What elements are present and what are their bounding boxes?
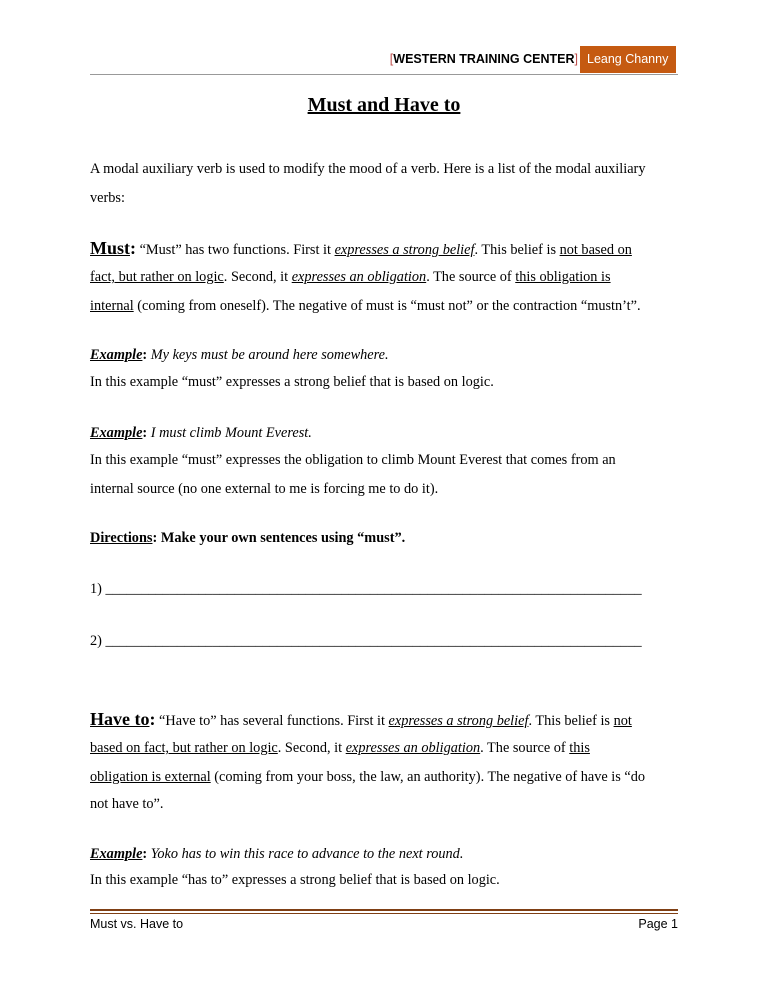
must-line-1: Must: “Must” has two functions. First it expresses a strong belief. This belief is not based on [90, 238, 632, 258]
page-header [0, 46, 768, 74]
must-heading: Must [90, 238, 130, 258]
have-to-example-1: Example: Yoko has to win this race to advance to the next round. [90, 846, 464, 862]
intro-line-2: verbs: [90, 190, 125, 206]
must-line-3: internal (coming from oneself). The negative of must is “must not” or the contraction “mustn’t”. [90, 298, 641, 314]
have-to-line-4: not have to”. [90, 796, 164, 812]
header-divider [90, 74, 678, 75]
have-to-heading: Have to [90, 709, 150, 729]
must-example-1: Example: My keys must be around here somewhere. [90, 347, 389, 363]
answer-blank-1[interactable]: 1) ___________________________________________________________________________ [90, 581, 642, 597]
footer-divider [90, 909, 678, 911]
header-org-name: WESTERN TRAINING CENTER [393, 52, 575, 66]
have-to-line-3: obligation is external (coming from your boss, the law, an authority). The negative of have is “do [90, 769, 646, 785]
must-example-2-explanation-2: internal source (no one external to me is forcing me to do it). [90, 481, 439, 497]
header-org: [WESTERN TRAINING CENTER] [389, 52, 578, 66]
page-number: Page 1 [638, 917, 678, 931]
have-to-line-2: based on fact, but rather on logic. Second, it expresses an obligation. The source of this [90, 740, 590, 756]
have-to-line-1: Have to: “Have to” has several functions. First it expresses a strong belief. This belief is not [90, 709, 632, 729]
answer-blank-2[interactable]: 2) ___________________________________________________________________________ [90, 633, 642, 649]
have-to-example-1-explanation: In this example “has to” expresses a strong belief that is based on logic. [90, 872, 500, 888]
must-example-2-explanation-1: In this example “must” expresses the obligation to climb Mount Everest that comes from an [90, 452, 616, 468]
header-author: Leang Channy [580, 46, 676, 73]
must-line-2: fact, but rather on logic. Second, it expresses an obligation. The source of this obligation is [90, 269, 611, 285]
must-example-1-explanation: In this example “must” expresses a strong belief that is based on logic. [90, 374, 494, 390]
intro-line-1: A modal auxiliary verb is used to modify the mood of a verb. Here is a list of the modal auxiliary [90, 161, 646, 177]
footer-divider-thin [90, 913, 678, 914]
must-example-2: Example: I must climb Mount Everest. [90, 425, 312, 441]
directions: Directions: Make your own sentences using “must”. [90, 530, 406, 546]
page-title: Must and Have to [307, 94, 461, 116]
footer-title: Must vs. Have to [90, 917, 184, 931]
